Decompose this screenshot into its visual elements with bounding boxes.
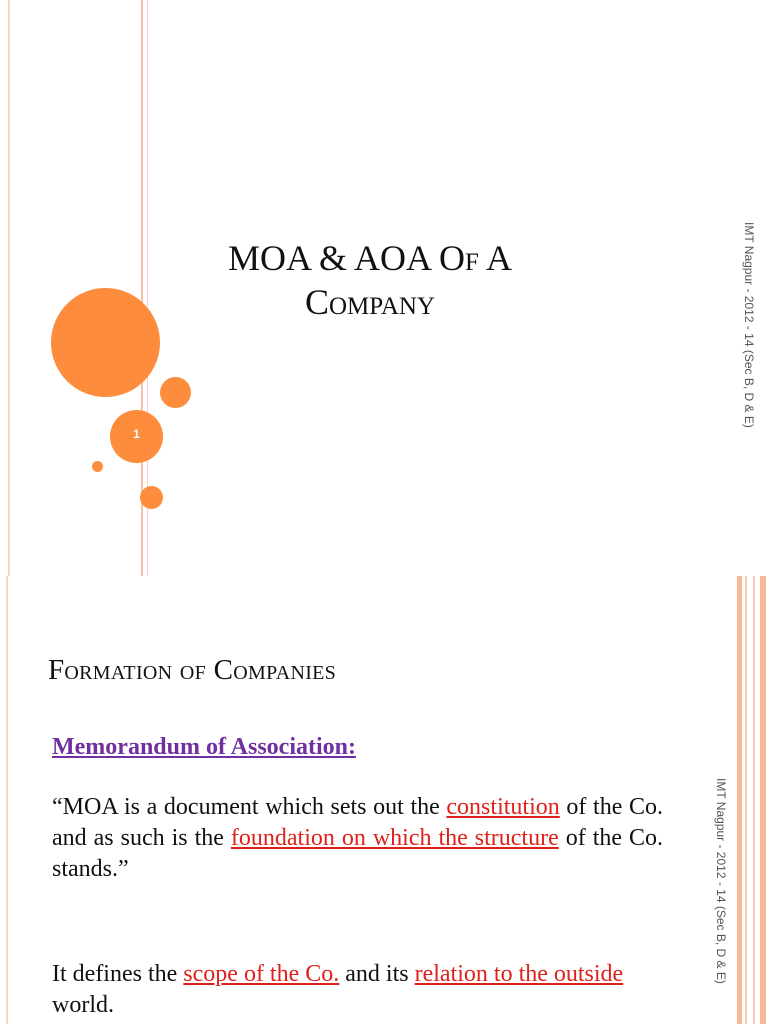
title-line-1: MOA & AOA Of A <box>228 238 512 278</box>
text-span: It defines the <box>52 961 184 987</box>
text-span: world. <box>52 992 114 1018</box>
text-span: “MOA is a document which sets out the <box>52 794 447 820</box>
slide-title: Formation of Companies <box>48 654 337 686</box>
decorative-circle-large <box>51 288 160 397</box>
decorative-line <box>737 576 742 1024</box>
text-span: of the Co. stands.” <box>52 825 664 882</box>
decorative-line <box>8 0 10 576</box>
decorative-line <box>6 576 8 1024</box>
footer-side-label: IMT Nagpur - 2012 - 14 (Sec B, D & E) <box>742 222 756 428</box>
section-heading: Memorandum of Association: <box>52 734 356 760</box>
scope-paragraph <box>52 959 663 1021</box>
highlight-scope: scope of the Co. <box>183 961 340 987</box>
decorative-circle-small <box>92 461 103 472</box>
decorative-line <box>760 576 766 1024</box>
slide-number-circle <box>110 410 163 463</box>
highlight-foundation: foundation on which the structure <box>230 825 559 851</box>
content-slide <box>0 576 768 1024</box>
slide-title <box>150 236 590 324</box>
moa-definition-paragraph <box>52 792 663 885</box>
footer-side-label: IMT Nagpur - 2012 - 14 (Sec B, D & E) <box>714 778 728 984</box>
slide-number: 1 <box>133 427 140 441</box>
highlight-constitution: constitution <box>446 794 560 820</box>
decorative-circle <box>160 377 191 408</box>
decorative-line <box>753 576 755 1024</box>
text-span: and its <box>339 961 415 987</box>
decorative-line <box>745 576 747 1024</box>
title-line-2: Company <box>304 282 436 322</box>
decorative-circle <box>140 486 163 509</box>
highlight-relation: relation to the outside <box>414 961 624 987</box>
text-span: of the Co. and as such is the <box>52 794 663 851</box>
